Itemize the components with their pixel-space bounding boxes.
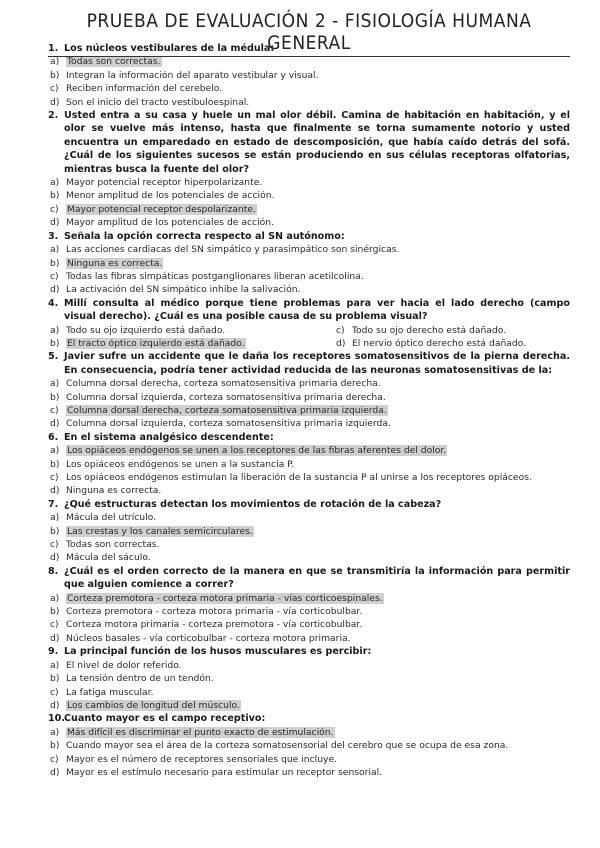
answer-option <box>50 189 570 202</box>
option-letter: b) <box>50 391 60 403</box>
question-item <box>48 565 570 645</box>
highlighted-answer-text: Más difícil es discriminar el punto exacto de estimulación. <box>67 726 334 738</box>
option-letter: d) <box>50 632 60 644</box>
option-text: Ninguna es correcta. <box>66 485 162 497</box>
answer-option <box>50 216 570 229</box>
option-text: Columna dorsal izquierda, corteza somatosensitiva primaria derecha. <box>66 391 386 403</box>
answer-option <box>50 377 570 390</box>
question-text <box>48 297 570 324</box>
question-text <box>48 431 570 444</box>
option-letter: d) <box>50 217 60 229</box>
answer-option <box>50 672 570 685</box>
highlighted-answer-text: Todas son correctas. <box>67 56 161 68</box>
option-letter: c) <box>336 324 345 336</box>
option-letter: c) <box>50 203 59 215</box>
option-text: Columna dorsal izquierda, corteza somatosensitiva primaria izquierda. <box>66 418 391 430</box>
option-letter: d) <box>50 766 60 778</box>
option-list <box>50 592 570 646</box>
highlighted-answer-text: Los cambios de longitud del músculo. <box>67 699 240 711</box>
question-number: 4. <box>48 297 59 309</box>
option-letter: b) <box>50 69 60 81</box>
question-body: Millí consulta al médico porque tiene problemas para ver hacia el lado derecho (campo visual derecho). ¿Cuál es una posible causa de su problema visual? <box>64 297 570 323</box>
question-body: En el sistema analgésico descendente: <box>64 431 274 443</box>
question-list <box>48 42 570 779</box>
option-text: La fatiga muscular. <box>66 686 154 698</box>
option-text: El nivel de dolor referido. <box>66 659 182 671</box>
option-letter: c) <box>50 83 59 95</box>
question-item <box>48 498 570 565</box>
answer-option <box>50 686 570 699</box>
option-letter: c) <box>50 539 59 551</box>
answer-option <box>50 726 570 739</box>
option-letter: c) <box>50 404 59 416</box>
answer-option <box>50 699 570 712</box>
question-body: Cuanto mayor es el campo receptivo: <box>64 713 266 725</box>
question-body: Los núcleos vestibulares de la médula: <box>64 43 275 54</box>
option-text: Mayor amplitud de los potenciales de acción. <box>66 217 275 229</box>
option-letter: d) <box>50 418 60 430</box>
answer-option <box>50 337 336 350</box>
option-letter: c) <box>50 753 59 765</box>
answer-option <box>50 538 570 551</box>
option-text: Los opiáceos endógenos se unen a la sustancia P. <box>66 458 295 470</box>
answer-option <box>50 404 570 417</box>
option-text: Todo su ojo derecho está dañado. <box>352 324 507 336</box>
option-list <box>50 377 570 431</box>
answer-option <box>50 525 570 538</box>
answer-option <box>50 391 570 404</box>
highlighted-answer-text: Columna dorsal derecha, corteza somatosensitiva primaria izquierda. <box>67 404 387 416</box>
answer-option <box>50 484 570 497</box>
option-text: Corteza premotora - corteza motora primaria - vía corticobulbar. <box>66 606 363 618</box>
option-letter: d) <box>50 96 60 108</box>
question-number: 9. <box>48 646 59 658</box>
answer-option <box>50 618 570 631</box>
highlighted-answer-text: Corteza premotora - corteza motora primaria - vías corticoespinales. <box>67 592 383 604</box>
option-letter: a) <box>50 324 60 336</box>
question-item <box>48 431 570 498</box>
question-number: 10. <box>48 713 65 725</box>
highlighted-answer-text: Las crestas y los canales semicirculares. <box>67 525 253 537</box>
question-text <box>48 565 570 592</box>
option-letter: b) <box>50 257 60 269</box>
answer-option <box>50 96 570 109</box>
question-number: 8. <box>48 565 59 577</box>
option-letter: d) <box>336 337 346 349</box>
answer-option <box>50 766 570 779</box>
option-letter: c) <box>50 686 59 698</box>
question-text <box>48 712 570 725</box>
option-letter: d) <box>50 699 60 711</box>
answer-option <box>50 605 570 618</box>
page-title: PRUEBA DE EVALUACIÓN 2 - FISIOLOGÍA HUMANA GENERAL <box>48 6 570 57</box>
question-number: 5. <box>48 351 59 363</box>
option-text: El nervio óptico derecho está dañado. <box>352 337 527 349</box>
question-body: ¿Qué estructuras detectan los movimientos de rotación de la cabeza? <box>64 498 442 510</box>
option-list <box>50 511 570 565</box>
question-item <box>48 109 570 230</box>
answer-option <box>50 270 570 283</box>
answer-option <box>336 337 576 350</box>
question-number: 2. <box>48 110 59 122</box>
question-number: 1. <box>48 43 59 54</box>
answer-option <box>50 753 570 766</box>
option-letter: b) <box>50 458 60 470</box>
answer-option <box>50 82 570 95</box>
option-text: Integran la información del aparato vestibular y visual. <box>66 69 319 81</box>
option-letter: d) <box>50 485 60 497</box>
option-text: La tensión dentro de un tendón. <box>66 673 214 685</box>
option-letter: b) <box>50 190 60 202</box>
answer-option <box>50 203 570 216</box>
answer-option <box>50 471 570 484</box>
question-item <box>48 230 570 297</box>
answer-option <box>50 592 570 605</box>
question-number: 7. <box>48 498 59 510</box>
option-letter: a) <box>50 177 60 189</box>
option-list <box>50 659 570 713</box>
answer-option <box>50 659 570 672</box>
answer-option <box>50 511 570 524</box>
answer-option <box>50 55 570 68</box>
option-text: La activación del SN simpático inhibe la salivación. <box>66 284 301 296</box>
option-text: Todas las fibras simpáticas postganglionares liberan acetilcolina. <box>66 270 364 282</box>
option-text: Las acciones cardiacas del SN simpático y parasimpático son sinérgicas. <box>66 244 400 256</box>
option-letter: c) <box>50 472 59 483</box>
option-letter: a) <box>50 56 60 68</box>
option-letter: b) <box>50 606 60 618</box>
option-list <box>50 176 570 230</box>
option-letter: a) <box>50 659 60 671</box>
option-letter: a) <box>50 378 60 390</box>
option-letter: d) <box>50 284 60 296</box>
question-text <box>48 109 570 176</box>
answer-option <box>50 243 570 256</box>
option-letter: a) <box>50 445 60 457</box>
option-letter: b) <box>50 337 60 349</box>
option-text: Todo su ojo izquierdo está dañado. <box>66 324 226 336</box>
question-text <box>48 350 570 377</box>
option-letter: b) <box>50 673 60 685</box>
option-text: Columna dorsal derecha, corteza somatosensitiva primaria derecha. <box>66 378 381 390</box>
option-list <box>50 444 570 498</box>
question-item <box>48 712 570 779</box>
option-list <box>50 55 570 109</box>
question-item <box>48 645 570 712</box>
option-letter: c) <box>50 270 59 282</box>
option-text: Mayor es el estímulo necesario para estimular un receptor sensorial. <box>66 766 383 778</box>
question-item <box>48 350 570 430</box>
question-item <box>48 297 570 351</box>
option-text: Menor amplitud de los potenciales de acción. <box>66 190 275 202</box>
highlighted-answer-text: Los opiáceos endógenos se unen a los receptores de las fibras aferentes del dolor. <box>67 445 447 457</box>
option-text: Cuando mayor sea el área de la corteza somatosensorial del cerebro que se ocupa de esa zona. <box>66 740 509 752</box>
option-text: Mayor potencial receptor hiperpolarizante. <box>66 177 263 189</box>
option-text: Son el inicio del tracto vestibuloespinal. <box>66 96 250 108</box>
highlighted-answer-text: Ninguna es correcta. <box>67 257 163 269</box>
highlighted-answer-text: Mayor potencial receptor despolarizante. <box>67 203 256 215</box>
option-text: Mácula del utrículo. <box>66 512 157 524</box>
option-text: Los opiáceos endógenos estimulan la liberación de la sustancia P al unirse a los receptores opiáceos. <box>66 472 532 483</box>
answer-option <box>50 444 570 457</box>
answer-option <box>336 324 576 337</box>
question-text <box>48 645 570 658</box>
option-text: Mácula del sáculo. <box>66 552 151 564</box>
option-text: Corteza motora primaria - corteza premotora - vía corticobulbar. <box>66 619 363 631</box>
option-list <box>50 324 570 351</box>
question-body: Usted entra a su casa y huele un mal olor débil. Camina de habitación en habitación, y el olor se vuelve más intenso, hasta que finalmente se torna sumamente notorio y usted encuentra un emparedado en estado de descomposición, que había caído detrás del sofá. ¿Cuál de los siguientes sucesos se están produciendo en sus células receptoras olfatorias, mientras busca la fuente del olor? <box>64 110 570 175</box>
answer-option <box>50 551 570 564</box>
option-letter: a) <box>50 512 60 524</box>
option-text: Reciben información del cerebelo. <box>66 83 223 95</box>
answer-option <box>50 69 570 82</box>
option-letter: a) <box>50 244 60 256</box>
question-body: ¿Cuál es el orden correcto de la manera en que se transmitiría la información para permitir que alguien comience a correr? <box>64 565 570 591</box>
answer-option <box>50 417 570 430</box>
question-number: 3. <box>48 230 59 242</box>
option-list <box>50 243 570 297</box>
option-letter: b) <box>50 740 60 752</box>
question-number: 6. <box>48 431 59 443</box>
question-body: Señala la opción correcta respecto al SN autónomo: <box>64 230 345 242</box>
option-letter: d) <box>50 552 60 564</box>
option-letter: c) <box>50 619 59 631</box>
option-letter: a) <box>50 592 60 604</box>
answer-option <box>50 739 570 752</box>
question-text <box>48 498 570 511</box>
answer-option <box>50 324 336 337</box>
option-text: Núcleos basales - vía corticobulbar - corteza motora primaria. <box>66 632 351 644</box>
option-list <box>50 726 570 780</box>
option-text: Mayor es el número de receptores sensoriales que incluye. <box>66 753 338 765</box>
answer-option <box>50 632 570 645</box>
answer-option <box>50 458 570 471</box>
option-letter: b) <box>50 525 60 537</box>
option-letter: a) <box>50 726 60 738</box>
answer-option <box>50 176 570 189</box>
answer-option <box>50 283 570 296</box>
question-text <box>48 230 570 243</box>
question-body: La principal función de los husos musculares es percibir: <box>64 646 372 658</box>
answer-option <box>50 257 570 270</box>
question-body: Javier sufre un accidente que le daña los receptores somatosensitivos de la pierna derecha. En consecuencia, podría tener actividad reducida de las neuronas somatosensitivas de la: <box>64 351 570 376</box>
highlighted-answer-text: El tracto óptico izquierdo está dañado. <box>67 337 245 349</box>
option-text: Todas son correctas. <box>66 539 160 551</box>
